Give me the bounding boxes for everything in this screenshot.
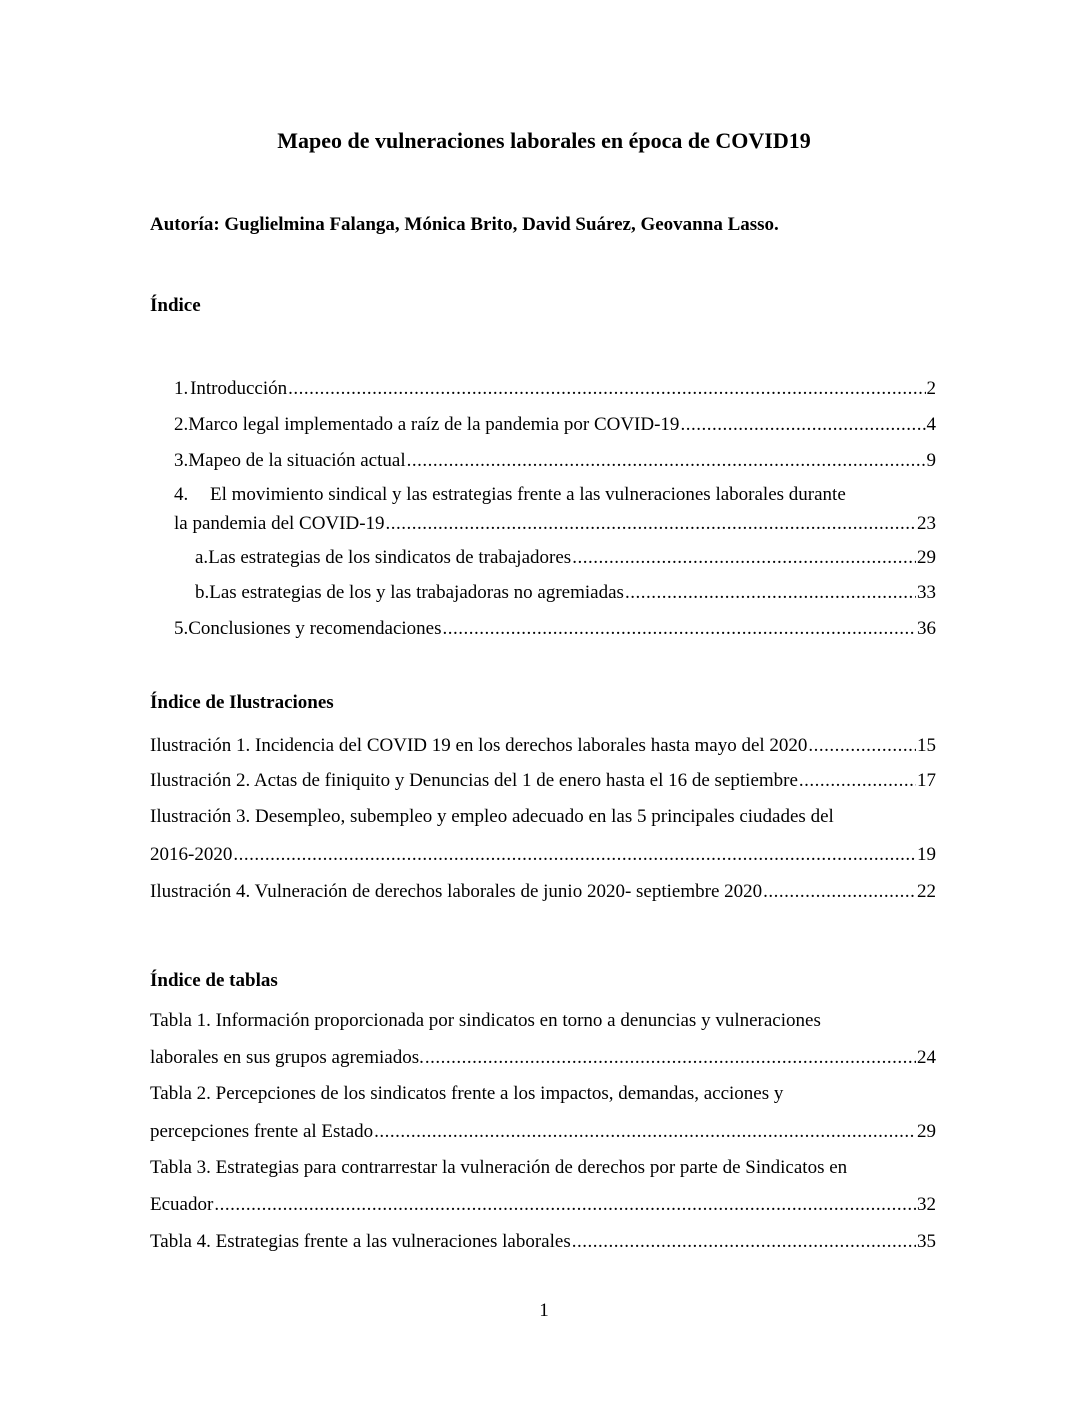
leader-dots <box>214 1192 916 1218</box>
table-entry-page: 35 <box>917 1231 936 1252</box>
toc-entry[interactable] <box>174 412 936 438</box>
document-title: Mapeo de vulneraciones laborales en época de COVID19 <box>277 128 811 153</box>
leader-dots <box>625 580 916 606</box>
toc-subentry[interactable] <box>195 580 936 606</box>
illustration-entry-text: 2016-2020 <box>150 844 233 865</box>
table-entry[interactable] <box>150 1229 936 1255</box>
leader-dots <box>374 1119 916 1145</box>
toc-entry-text: Conclusiones y recomendaciones <box>188 618 442 639</box>
toc-entry-page: 4 <box>926 414 936 435</box>
tables-heading: Índice de tablas <box>150 970 278 991</box>
table-entry-line1[interactable]: Tabla 3. Estrategias para contrarrestar la vulneración de derechos por parte de Sindicatos en <box>150 1157 848 1178</box>
illustration-entry-line1[interactable]: Ilustración 3. Desempleo, subempleo y empleo adecuado en las 5 principales ciudades del <box>150 806 834 827</box>
leader-dots <box>572 545 916 571</box>
table-entry-line2[interactable] <box>150 1192 936 1218</box>
leader-dots <box>407 448 926 474</box>
illustration-entry-page: 17 <box>917 770 936 791</box>
toc-entry-number: 3. <box>174 450 189 471</box>
illustration-entry-page: 15 <box>917 735 936 756</box>
leader-dots <box>386 511 916 537</box>
leader-dots <box>799 768 916 794</box>
leader-dots <box>425 1045 916 1071</box>
illustration-entry[interactable] <box>150 733 936 759</box>
illustrations-heading: Índice de Ilustraciones <box>150 692 334 713</box>
table-entry-text: Tabla 4. Estrategias frente a las vulneraciones laborales <box>150 1231 571 1252</box>
leader-dots <box>680 412 925 438</box>
table-entry-text: Ecuador <box>150 1194 214 1215</box>
toc-entry-number: 1. <box>174 378 189 399</box>
toc-entry-text: Las estrategias de los sindicatos de trabajadores <box>208 547 572 568</box>
leader-dots <box>808 733 916 759</box>
leader-dots <box>572 1229 916 1255</box>
table-entry-line1[interactable]: Tabla 1. Información proporcionada por sindicatos en torno a denuncias y vulneraciones <box>150 1010 821 1031</box>
toc-entry-page: 36 <box>917 618 936 639</box>
table-entry-page: 32 <box>917 1194 936 1215</box>
leader-dots <box>443 616 916 642</box>
toc-entry-text: Mapeo de la situación actual <box>188 450 406 471</box>
toc-entry-text: Las estrategias de los y las trabajadoras no agremiadas <box>209 582 624 603</box>
toc-entry-number: b. <box>195 582 210 603</box>
toc-entry-number: 2. <box>174 414 189 435</box>
toc-entry-page: 2 <box>926 378 936 399</box>
leader-dots <box>233 842 916 868</box>
toc-entry-text: la pandemia del COVID-19 <box>174 513 385 534</box>
toc-entry-text: Marco legal implementado a raíz de la pandemia por COVID-19 <box>188 414 680 435</box>
illustration-entry-page: 19 <box>917 844 936 865</box>
toc-entry-page: 23 <box>917 513 936 534</box>
toc-entry-text: Introducción <box>190 378 288 399</box>
toc-entry-line2[interactable] <box>174 511 936 537</box>
toc-entry-page: 33 <box>917 582 936 603</box>
table-entry-text: laborales en sus grupos agremiados. <box>150 1047 424 1068</box>
authors-line: Autoría: Guglielmina Falanga, Mónica Brito, David Suárez, Geovanna Lasso. <box>150 214 779 235</box>
table-entry-line2[interactable] <box>150 1119 936 1145</box>
table-entry-text: percepciones frente al Estado <box>150 1121 374 1142</box>
table-entry-page: 29 <box>917 1121 936 1142</box>
table-entry-page: 24 <box>917 1047 936 1068</box>
illustration-entry-text: Ilustración 4. Vulneración de derechos laborales de junio 2020- septiembre 2020 <box>150 881 763 902</box>
toc-entry-text: El movimiento sindical y las estrategias frente a las vulneraciones laborales durante <box>210 484 846 505</box>
illustration-entry[interactable] <box>150 879 936 905</box>
table-entry-line2[interactable] <box>150 1045 936 1071</box>
leader-dots <box>763 879 916 905</box>
toc-entry-line1[interactable] <box>174 482 846 508</box>
toc-entry[interactable] <box>174 616 936 642</box>
toc-entry[interactable] <box>174 376 936 402</box>
illustration-entry[interactable] <box>150 768 936 794</box>
page-number: 1 <box>539 1300 549 1321</box>
leader-dots <box>288 376 925 402</box>
toc-entry-page: 9 <box>926 450 936 471</box>
illustration-entry-page: 22 <box>917 881 936 902</box>
toc-subentry[interactable] <box>195 545 936 571</box>
toc-heading: Índice <box>150 295 201 316</box>
illustration-entry-line2[interactable] <box>150 842 936 868</box>
illustration-entry-text: Ilustración 1. Incidencia del COVID 19 en los derechos laborales hasta mayo del 2020 <box>150 735 808 756</box>
toc-entry-page: 29 <box>917 547 936 568</box>
illustration-entry-text: Ilustración 2. Actas de finiquito y Denuncias del 1 de enero hasta el 16 de septiembre <box>150 770 798 791</box>
toc-entry-number: 5. <box>174 618 189 639</box>
toc-entry-number: 4. <box>174 484 189 505</box>
toc-entry[interactable] <box>174 448 936 474</box>
table-entry-line1[interactable]: Tabla 2. Percepciones de los sindicatos frente a los impactos, demandas, acciones y <box>150 1083 784 1104</box>
toc-entry-number: a. <box>195 547 209 568</box>
